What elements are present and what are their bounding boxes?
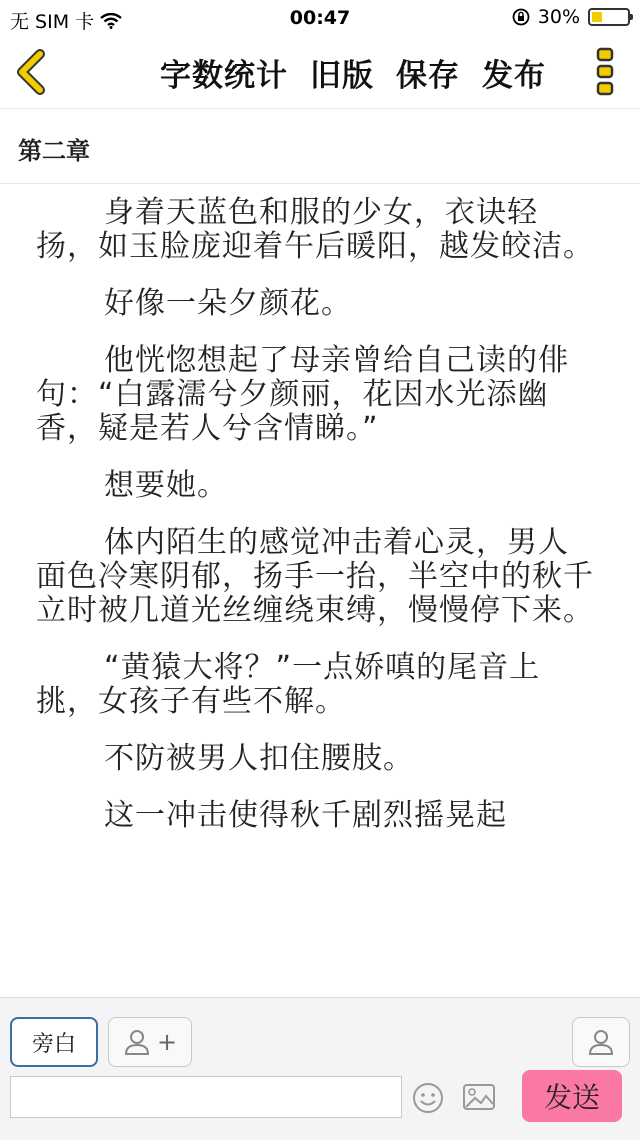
emoji-button[interactable] xyxy=(412,1082,444,1118)
content-paragraph: 想要她。 xyxy=(104,468,228,503)
battery-percent: 30% xyxy=(537,6,580,28)
message-input[interactable] xyxy=(10,1076,402,1118)
publish-button[interactable]: 发布 xyxy=(482,58,546,94)
battery-icon xyxy=(588,8,630,26)
back-button[interactable] xyxy=(12,48,52,96)
status-time: 00:47 xyxy=(289,7,351,29)
carrier-label: 无 SIM 卡 xyxy=(10,11,95,33)
content-paragraph: “黄猿大将？”一点娇嗔的尾音上挑，女孩子有些不解。 xyxy=(36,650,541,719)
add-role-plus: + xyxy=(156,1028,178,1056)
nav-actions xyxy=(160,50,546,95)
content-paragraph: 这一冲击使得秋千剧烈摇晃起 xyxy=(104,798,507,833)
narration-label: 旁白 xyxy=(31,1031,76,1057)
content-paragraph: 不防被男人扣住腰肢。 xyxy=(104,741,414,776)
chapter-content[interactable] xyxy=(36,196,596,996)
status-bar xyxy=(0,0,640,36)
more-vertical-icon xyxy=(590,46,620,98)
save-button[interactable]: 保存 xyxy=(396,58,460,94)
more-menu-button[interactable] xyxy=(590,46,620,98)
send-label: 发送 xyxy=(543,1081,600,1114)
status-right xyxy=(512,6,630,28)
image-icon xyxy=(462,1082,496,1112)
nav-bar xyxy=(0,36,640,109)
add-role-button[interactable] xyxy=(108,1017,192,1067)
send-button[interactable] xyxy=(522,1070,622,1122)
content-paragraph: 他恍惚想起了母亲曾给自己读的俳句：“白露濡兮夕颜丽，花因水光添幽香，疑是若人兮含情睇。” xyxy=(36,343,569,446)
old-version-button[interactable]: 旧版 xyxy=(310,58,374,94)
battery-fill xyxy=(592,12,602,22)
narration-button[interactable] xyxy=(10,1017,98,1067)
image-button[interactable] xyxy=(462,1082,496,1116)
chapter-title: 第二章 xyxy=(18,137,90,165)
word-count-button[interactable]: 字数统计 xyxy=(160,58,288,94)
bottom-toolbar xyxy=(0,997,640,1140)
orientation-lock-icon xyxy=(512,8,530,26)
battery-tip xyxy=(630,14,633,20)
content-paragraph: 身着天蓝色和服的少女，衣诀轻扬，如玉脸庞迎着午后暖阳，越发皎洁。 xyxy=(36,196,594,264)
role-avatar-button[interactable] xyxy=(572,1017,630,1067)
chevron-left-icon xyxy=(12,48,52,96)
chapter-title-bar[interactable] xyxy=(0,109,640,184)
user-icon xyxy=(123,1028,151,1056)
user-icon xyxy=(587,1028,615,1056)
content-paragraph: 好像一朵夕颜花。 xyxy=(104,286,352,321)
content-paragraph: 体内陌生的感觉冲击着心灵，男人面色冷寒阴郁，扬手一抬，半空中的秋千立时被几道光丝缠绕束缚，慢慢停下来。 xyxy=(36,525,594,628)
smiley-icon xyxy=(412,1082,444,1114)
